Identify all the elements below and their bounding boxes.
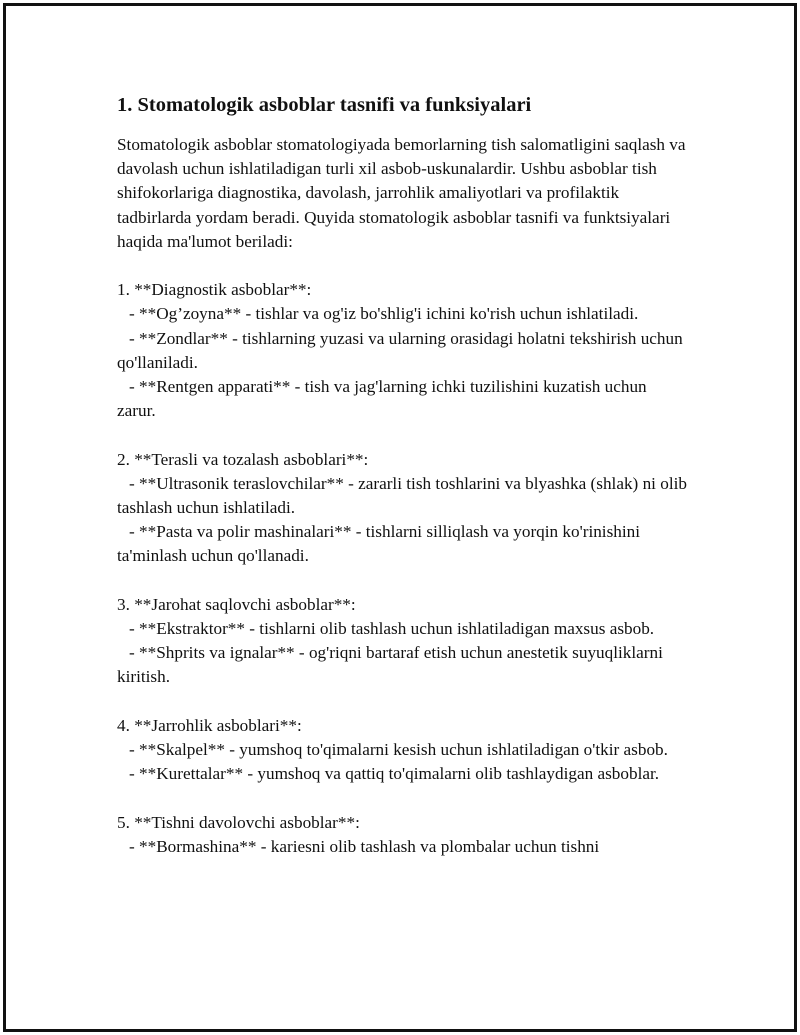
list-item <box>117 302 689 326</box>
section-cleaning-tools <box>117 448 689 569</box>
list-item <box>117 617 689 641</box>
section-extraction-tools <box>117 593 689 690</box>
section-title: 1. **Diagnostik asboblar**: <box>117 280 312 300</box>
list-item <box>117 520 689 568</box>
section-heading: 1. Stomatologik asboblar tasnifi va funksiyalari <box>117 94 532 116</box>
list-item-text: - **Ekstraktor** - tishlarni olib tashlash uchun ishlatiladigan maxsus asbob. <box>129 619 655 639</box>
list-item-text: - **Pasta va polir mashinalari** - tishlarni silliqlash va yorqin ko'rinishini ta'minlash uchun qo'llanadi. <box>117 522 641 566</box>
section-treatment-tools <box>117 811 689 859</box>
list-item-text: - **Shprits va ignalar** - og'riqni bartaraf etish uchun anestetik suyuqliklarni kiritish. <box>117 643 663 687</box>
section-title: 4. **Jarrohlik asboblari**: <box>117 715 302 735</box>
list-item <box>117 738 689 762</box>
document-body <box>117 92 689 859</box>
list-item-text: - **Bormashina** - kariesni olib tashlash va plombalar uchun tishni <box>129 836 600 856</box>
list-item <box>117 327 689 375</box>
list-item-text: - **Rentgen apparati** - tish va jag'larning ichki tuzilishini kuzatish uchun zarur. <box>117 377 647 421</box>
section-title: 3. **Jarohat saqlovchi asboblar**: <box>117 594 356 614</box>
list-item <box>117 641 689 689</box>
intro-paragraph: Stomatologik asboblar stomatologiyada bemorlarning tish salomatligini saqlash va davolash uchun ishlatiladigan turli xil asbob-uskunalardir. Ushbu asboblar tish shifokorlariga diagnostika, davolash, jarrohlik amaliyotlari va profilaktik tadbirlarda yordam beradi. Quyida stomatologik asboblar tasnifi va funktsiyalari haqida ma'lumot beriladi: <box>117 135 686 251</box>
list-item <box>117 762 689 786</box>
list-item <box>117 375 689 423</box>
list-item-text: - **Kurettalar** - yumshoq va qattiq to'qimalarni olib tashlaydigan asboblar. <box>129 764 660 784</box>
list-item-text: - **Skalpel** - yumshoq to'qimalarni kesish uchun ishlatiladigan o'tkir asbob. <box>129 740 668 760</box>
section-title: 5. **Tishni davolovchi asboblar**: <box>117 812 360 832</box>
section-diagnostic-tools <box>117 278 689 423</box>
list-item <box>117 472 689 520</box>
section-surgical-tools <box>117 714 689 787</box>
list-item-text: - **Og’zoyna** - tishlar va og'iz bo'shlig'i ichini ko'rish uchun ishlatiladi. <box>129 304 639 324</box>
list-item-text: - **Zondlar** - tishlarning yuzasi va ularning orasidagi holatni tekshirish uchun qo'llaniladi. <box>117 328 683 372</box>
section-title: 2. **Terasli va tozalash asboblari**: <box>117 449 369 469</box>
list-item <box>117 835 689 859</box>
list-item-text: - **Ultrasonik teraslovchilar** - zararli tish toshlarini va blyashka (shlak) ni olib tashlash uchun ishlatiladi. <box>117 473 687 518</box>
